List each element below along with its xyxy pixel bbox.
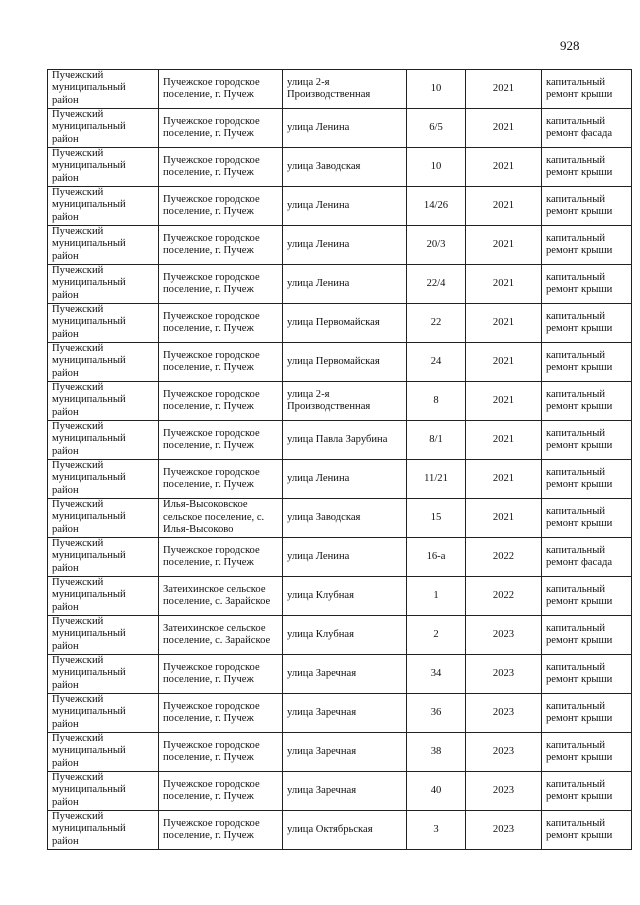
cell-district: Пучежский муниципальный район (48, 655, 159, 694)
cell-year: 2021 (466, 382, 542, 421)
table-row (48, 109, 632, 148)
cell-settlement: Пучежское городское поселение, г. Пучеж (159, 148, 283, 187)
cell-settlement: Илья-Высоковское сельское поселение, с. Илья-Высоково (159, 499, 283, 538)
cell-house-number: 2 (407, 616, 466, 655)
cell-street: улица Клубная (283, 616, 407, 655)
cell-year: 2021 (466, 148, 542, 187)
cell-district: Пучежский муниципальный район (48, 70, 159, 109)
cell-district: Пучежский муниципальный район (48, 811, 159, 850)
cell-work-type: капитальный ремонт фасада (542, 109, 632, 148)
cell-work-type: капитальный ремонт крыши (542, 304, 632, 343)
housing-repair-table (47, 69, 632, 850)
cell-settlement: Пучежское городское поселение, г. Пучеж (159, 109, 283, 148)
cell-settlement: Пучежское городское поселение, г. Пучеж (159, 655, 283, 694)
cell-street: улица Павла Зарубина (283, 421, 407, 460)
cell-work-type: капитальный ремонт крыши (542, 616, 632, 655)
cell-street: улица 2-я Производственная (283, 382, 407, 421)
cell-work-type: капитальный ремонт крыши (542, 187, 632, 226)
cell-district: Пучежский муниципальный район (48, 343, 159, 382)
cell-street: улица Заречная (283, 772, 407, 811)
cell-year: 2021 (466, 187, 542, 226)
cell-street: улица Октябрьская (283, 811, 407, 850)
cell-settlement: Пучежское городское поселение, г. Пучеж (159, 343, 283, 382)
cell-district: Пучежский муниципальный район (48, 577, 159, 616)
cell-year: 2021 (466, 70, 542, 109)
cell-house-number: 10 (407, 148, 466, 187)
cell-settlement: Пучежское городское поселение, г. Пучеж (159, 694, 283, 733)
table-row (48, 343, 632, 382)
cell-year: 2021 (466, 226, 542, 265)
cell-year: 2021 (466, 265, 542, 304)
cell-street: улица Заводская (283, 148, 407, 187)
cell-street: улица 2-я Производственная (283, 70, 407, 109)
cell-house-number: 6/5 (407, 109, 466, 148)
cell-house-number: 11/21 (407, 460, 466, 499)
cell-year: 2021 (466, 109, 542, 148)
table-body (48, 70, 632, 850)
table-row (48, 265, 632, 304)
cell-street: улица Заречная (283, 655, 407, 694)
cell-settlement: Пучежское городское поселение, г. Пучеж (159, 70, 283, 109)
cell-settlement: Пучежское городское поселение, г. Пучеж (159, 811, 283, 850)
cell-settlement: Затеихинское сельское поселение, с. Зарайское (159, 577, 283, 616)
cell-street: улица Ленина (283, 109, 407, 148)
table-row (48, 811, 632, 850)
cell-house-number: 15 (407, 499, 466, 538)
cell-year: 2022 (466, 577, 542, 616)
cell-street: улица Ленина (283, 460, 407, 499)
cell-year: 2023 (466, 616, 542, 655)
page-number: 928 (560, 38, 580, 53)
cell-district: Пучежский муниципальный район (48, 187, 159, 226)
cell-street: улица Ленина (283, 265, 407, 304)
cell-work-type: капитальный ремонт крыши (542, 421, 632, 460)
cell-settlement: Пучежское городское поселение, г. Пучеж (159, 733, 283, 772)
table-row (48, 70, 632, 109)
cell-house-number: 36 (407, 694, 466, 733)
cell-year: 2021 (466, 343, 542, 382)
cell-street: улица Первомайская (283, 343, 407, 382)
table-row (48, 226, 632, 265)
cell-house-number: 34 (407, 655, 466, 694)
cell-year: 2023 (466, 772, 542, 811)
cell-district: Пучежский муниципальный район (48, 421, 159, 460)
cell-district: Пучежский муниципальный район (48, 733, 159, 772)
cell-street: улица Ленина (283, 538, 407, 577)
cell-settlement: Пучежское городское поселение, г. Пучеж (159, 382, 283, 421)
cell-year: 2023 (466, 733, 542, 772)
table-row (48, 733, 632, 772)
cell-district: Пучежский муниципальный район (48, 148, 159, 187)
cell-year: 2023 (466, 694, 542, 733)
cell-work-type: капитальный ремонт крыши (542, 733, 632, 772)
cell-work-type: капитальный ремонт крыши (542, 226, 632, 265)
cell-house-number: 16-а (407, 538, 466, 577)
cell-district: Пучежский муниципальный район (48, 109, 159, 148)
cell-settlement: Затеихинское сельское поселение, с. Зарайское (159, 616, 283, 655)
cell-work-type: капитальный ремонт крыши (542, 499, 632, 538)
cell-settlement: Пучежское городское поселение, г. Пучеж (159, 226, 283, 265)
cell-house-number: 40 (407, 772, 466, 811)
cell-work-type: капитальный ремонт крыши (542, 148, 632, 187)
cell-house-number: 10 (407, 70, 466, 109)
cell-settlement: Пучежское городское поселение, г. Пучеж (159, 265, 283, 304)
cell-district: Пучежский муниципальный район (48, 694, 159, 733)
cell-house-number: 38 (407, 733, 466, 772)
cell-house-number: 3 (407, 811, 466, 850)
cell-settlement: Пучежское городское поселение, г. Пучеж (159, 460, 283, 499)
cell-settlement: Пучежское городское поселение, г. Пучеж (159, 772, 283, 811)
table-row (48, 655, 632, 694)
cell-street: улица Клубная (283, 577, 407, 616)
table-row (48, 538, 632, 577)
table-row (48, 382, 632, 421)
cell-year: 2021 (466, 421, 542, 460)
cell-district: Пучежский муниципальный район (48, 304, 159, 343)
cell-street: улица Заречная (283, 694, 407, 733)
cell-street: улица Заводская (283, 499, 407, 538)
cell-street: улица Заречная (283, 733, 407, 772)
cell-district: Пучежский муниципальный район (48, 460, 159, 499)
cell-work-type: капитальный ремонт крыши (542, 694, 632, 733)
table-row (48, 304, 632, 343)
cell-house-number: 8/1 (407, 421, 466, 460)
table-row (48, 421, 632, 460)
cell-year: 2022 (466, 538, 542, 577)
table-row (48, 148, 632, 187)
cell-house-number: 14/26 (407, 187, 466, 226)
table-row (48, 694, 632, 733)
cell-work-type: капитальный ремонт фасада (542, 538, 632, 577)
cell-work-type: капитальный ремонт крыши (542, 70, 632, 109)
cell-work-type: капитальный ремонт крыши (542, 460, 632, 499)
cell-house-number: 20/3 (407, 226, 466, 265)
table-row (48, 772, 632, 811)
cell-district: Пучежский муниципальный район (48, 382, 159, 421)
cell-street: улица Ленина (283, 187, 407, 226)
cell-work-type: капитальный ремонт крыши (542, 343, 632, 382)
cell-district: Пучежский муниципальный район (48, 538, 159, 577)
cell-settlement: Пучежское городское поселение, г. Пучеж (159, 538, 283, 577)
cell-year: 2023 (466, 811, 542, 850)
cell-district: Пучежский муниципальный район (48, 265, 159, 304)
cell-year: 2023 (466, 655, 542, 694)
cell-settlement: Пучежское городское поселение, г. Пучеж (159, 187, 283, 226)
table-row (48, 577, 632, 616)
cell-work-type: капитальный ремонт крыши (542, 265, 632, 304)
table-row (48, 187, 632, 226)
cell-house-number: 1 (407, 577, 466, 616)
cell-district: Пучежский муниципальный район (48, 226, 159, 265)
cell-work-type: капитальный ремонт крыши (542, 577, 632, 616)
cell-year: 2021 (466, 499, 542, 538)
cell-work-type: капитальный ремонт крыши (542, 772, 632, 811)
cell-work-type: капитальный ремонт крыши (542, 382, 632, 421)
cell-house-number: 8 (407, 382, 466, 421)
table-row (48, 460, 632, 499)
cell-house-number: 24 (407, 343, 466, 382)
cell-district: Пучежский муниципальный район (48, 772, 159, 811)
cell-work-type: капитальный ремонт крыши (542, 655, 632, 694)
cell-work-type: капитальный ремонт крыши (542, 811, 632, 850)
cell-house-number: 22 (407, 304, 466, 343)
cell-district: Пучежский муниципальный район (48, 616, 159, 655)
cell-settlement: Пучежское городское поселение, г. Пучеж (159, 421, 283, 460)
cell-house-number: 22/4 (407, 265, 466, 304)
cell-street: улица Первомайская (283, 304, 407, 343)
cell-street: улица Ленина (283, 226, 407, 265)
cell-year: 2021 (466, 460, 542, 499)
cell-year: 2021 (466, 304, 542, 343)
cell-district: Пучежский муниципальный район (48, 499, 159, 538)
cell-settlement: Пучежское городское поселение, г. Пучеж (159, 304, 283, 343)
table-row (48, 499, 632, 538)
table-row (48, 616, 632, 655)
